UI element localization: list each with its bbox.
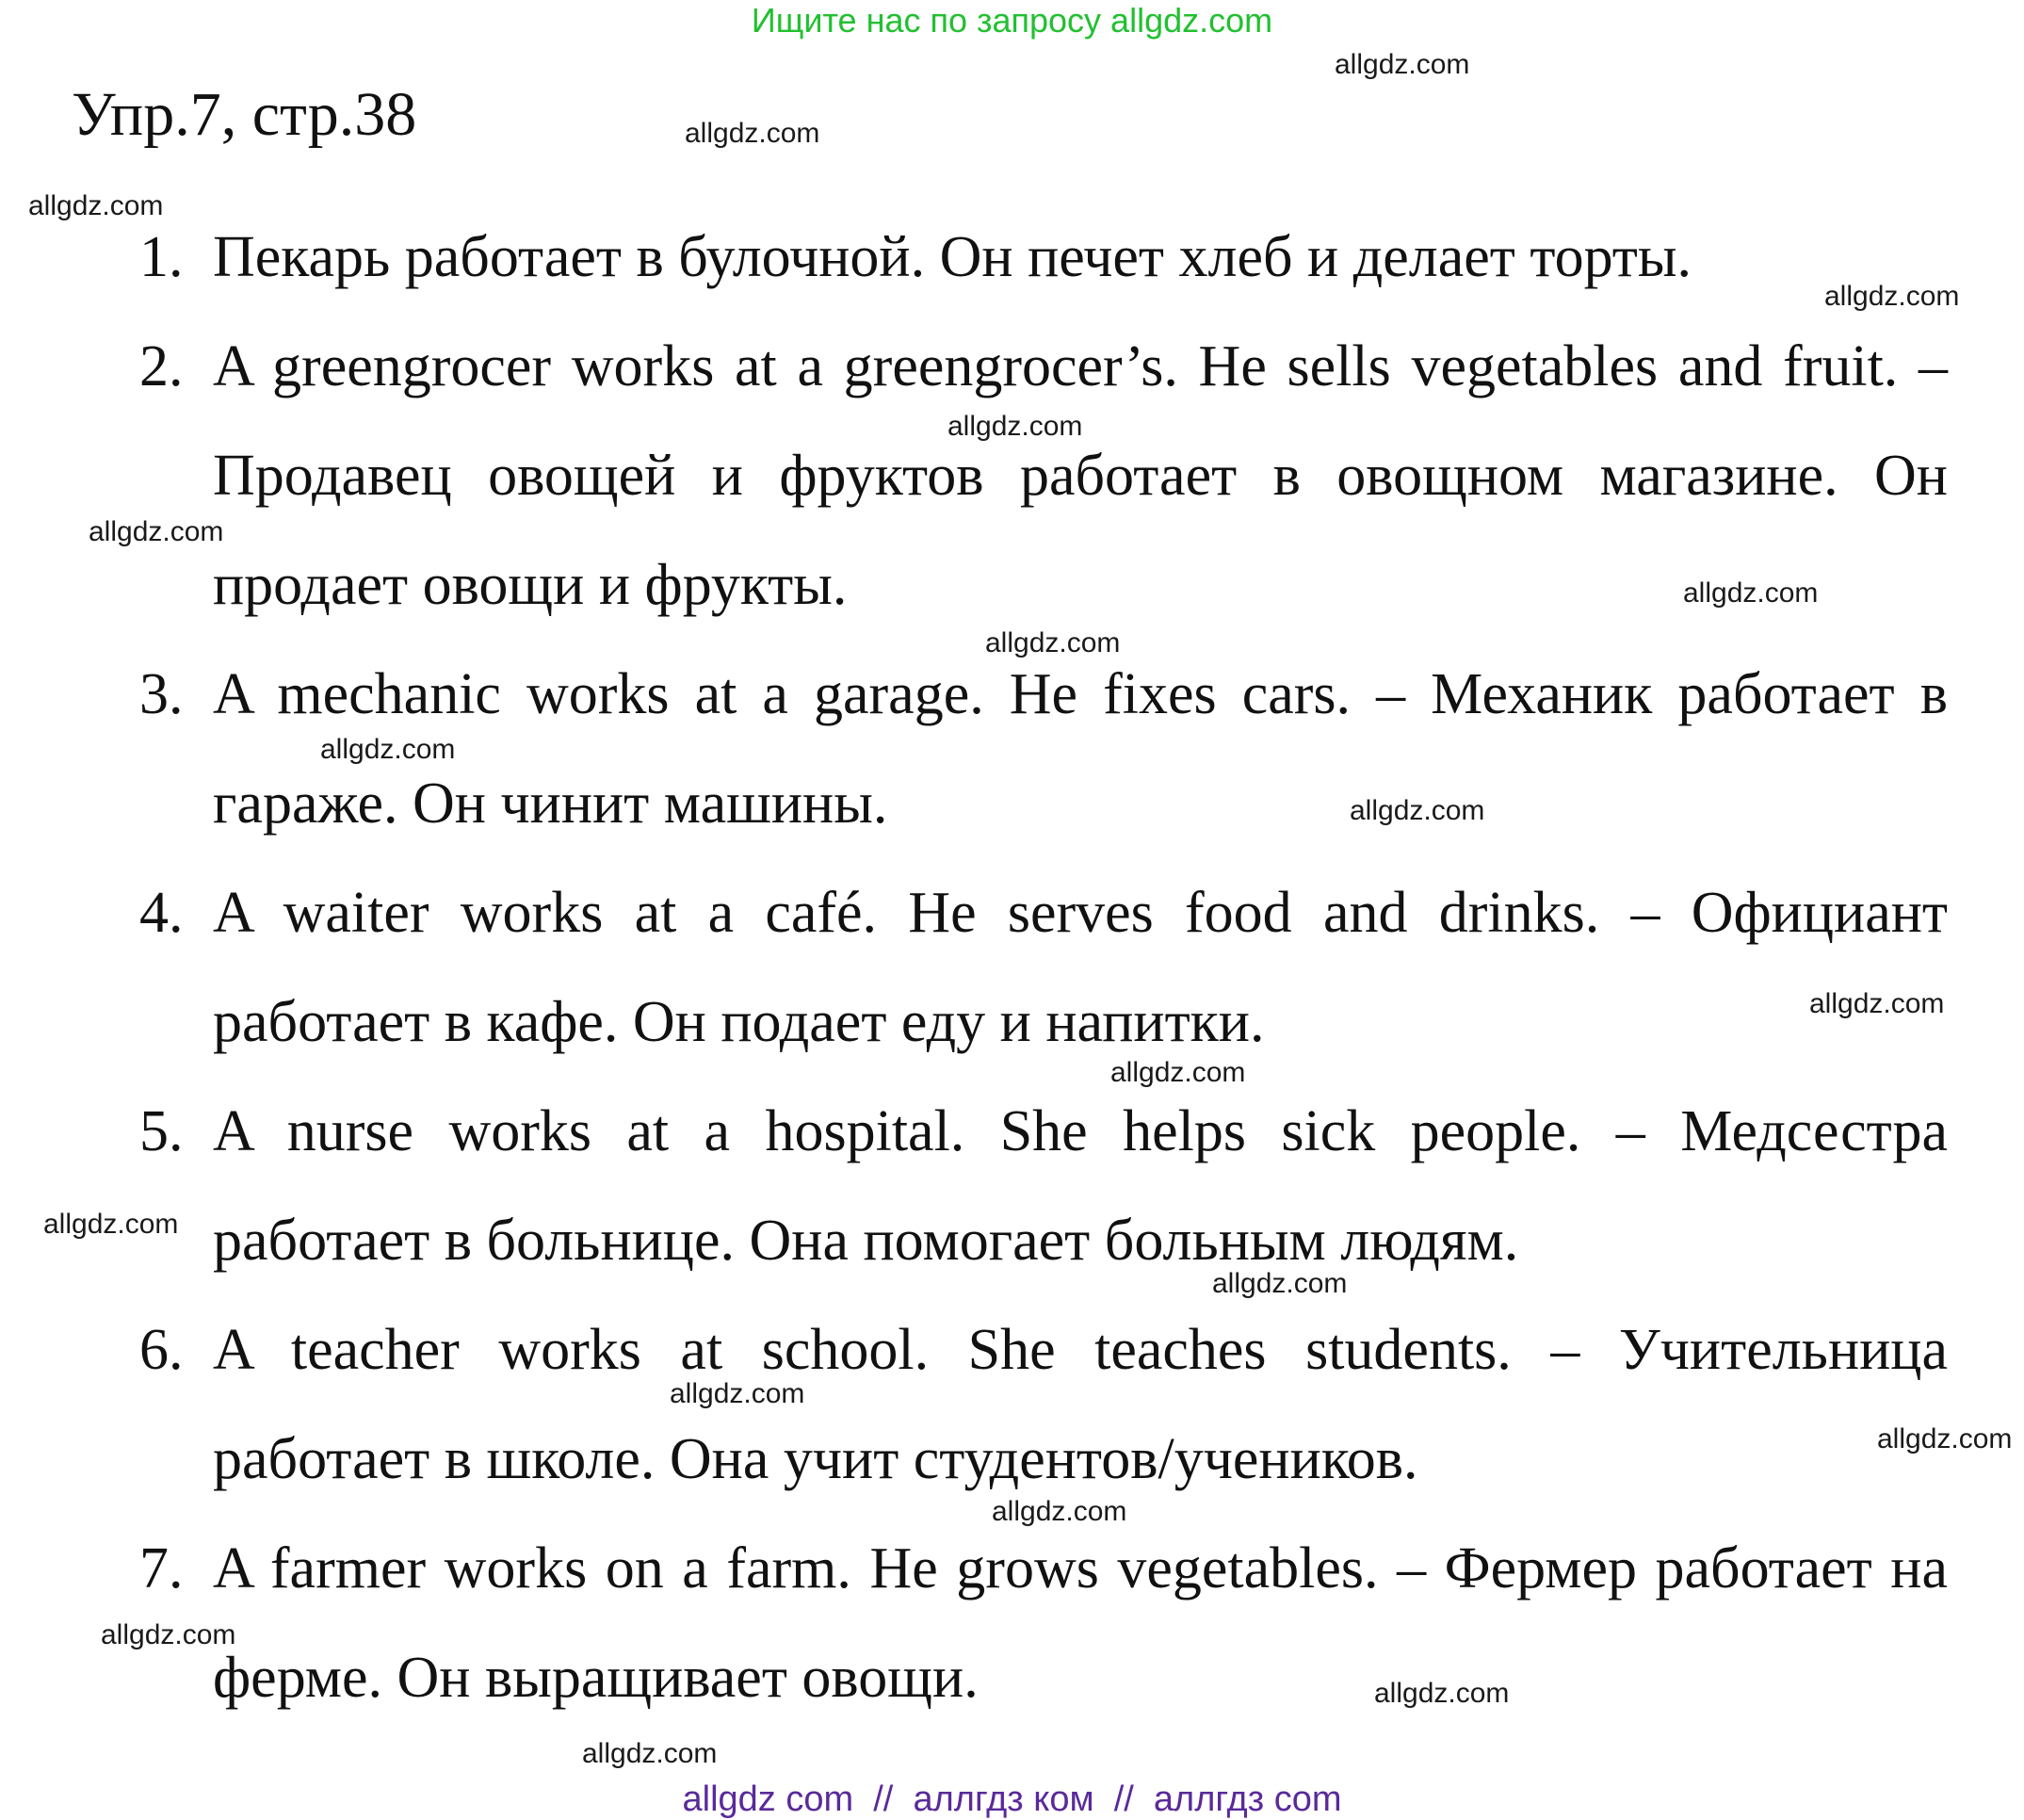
footer-links: allgdz com // аллгдз ком // аллгдз com: [682, 1779, 1342, 1819]
answer-text: A nurse works at a hospital. She helps sick people. – Медсестра работает в больнице. Она помогает больным людям.: [213, 1099, 1948, 1273]
answer-number: 3.: [139, 662, 184, 726]
watermark: allgdz.com: [670, 1378, 805, 1409]
watermark: allgdz.com: [992, 1496, 1127, 1527]
watermark: allgdz.com: [1809, 988, 1945, 1019]
answer-number: 7.: [139, 1536, 184, 1601]
watermark: allgdz.com: [685, 118, 820, 149]
answer-item-7: [139, 1514, 1948, 1732]
answer-item-4: [139, 858, 1948, 1077]
watermark: allgdz.com: [1683, 577, 1819, 609]
search-banner: Ищите нас по запросу allgdz.com: [751, 1, 1273, 40]
page-title: Упр.7, стр.38: [72, 80, 417, 149]
watermark: allgdz.com: [985, 627, 1121, 658]
answer-text: A greengrocer works at a greengrocer’s. He sells vegetables and fruit. – Продавец овощей и фруктов работает в овощном магазине. Он продает овощи и фрукты.: [213, 334, 1948, 617]
watermark: allgdz.com: [1335, 49, 1470, 80]
watermark: allgdz.com: [101, 1619, 236, 1650]
answer-item-2: [139, 312, 1948, 640]
watermark: allgdz.com: [89, 516, 224, 547]
watermark: allgdz.com: [947, 411, 1083, 442]
watermark: allgdz.com: [1877, 1423, 2013, 1454]
answer-number: 6.: [139, 1318, 184, 1382]
watermark: allgdz.com: [1824, 281, 1960, 312]
watermark: allgdz.com: [320, 734, 456, 765]
answer-number: 4.: [139, 881, 184, 945]
answer-item-5: [139, 1077, 1948, 1295]
answer-number: 5.: [139, 1099, 184, 1163]
watermark: allgdz.com: [43, 1209, 179, 1240]
answer-number: 1.: [139, 225, 184, 289]
watermark: allgdz.com: [582, 1738, 718, 1769]
answer-text: A teacher works at school. She teaches students. – Учительница работает в школе. Она учит студентов/учеников.: [213, 1318, 1948, 1491]
answer-number: 2.: [139, 334, 184, 398]
answer-text: A farmer works on a farm. He grows vegetables. – Фермер работает на ферме. Он выращивает овощи.: [213, 1536, 1948, 1710]
answer-item-6: [139, 1295, 1948, 1514]
answer-text: Пекарь работает в булочной. Он печет хлеб и делает торты.: [213, 225, 1692, 289]
answer-text: A mechanic works at a garage. He fixes cars. – Механик работает в гараже. Он чинит машины.: [213, 662, 1948, 836]
watermark: allgdz.com: [1110, 1057, 1246, 1088]
watermark: allgdz.com: [1212, 1268, 1348, 1299]
watermark: allgdz.com: [1350, 795, 1485, 826]
answer-text: A waiter works at a café. He serves food and drinks. – Официант работает в кафе. Он подает еду и напитки.: [213, 881, 1948, 1054]
watermark: allgdz.com: [1374, 1678, 1510, 1709]
answer-item-1: [139, 203, 1948, 312]
watermark: allgdz.com: [28, 190, 164, 221]
